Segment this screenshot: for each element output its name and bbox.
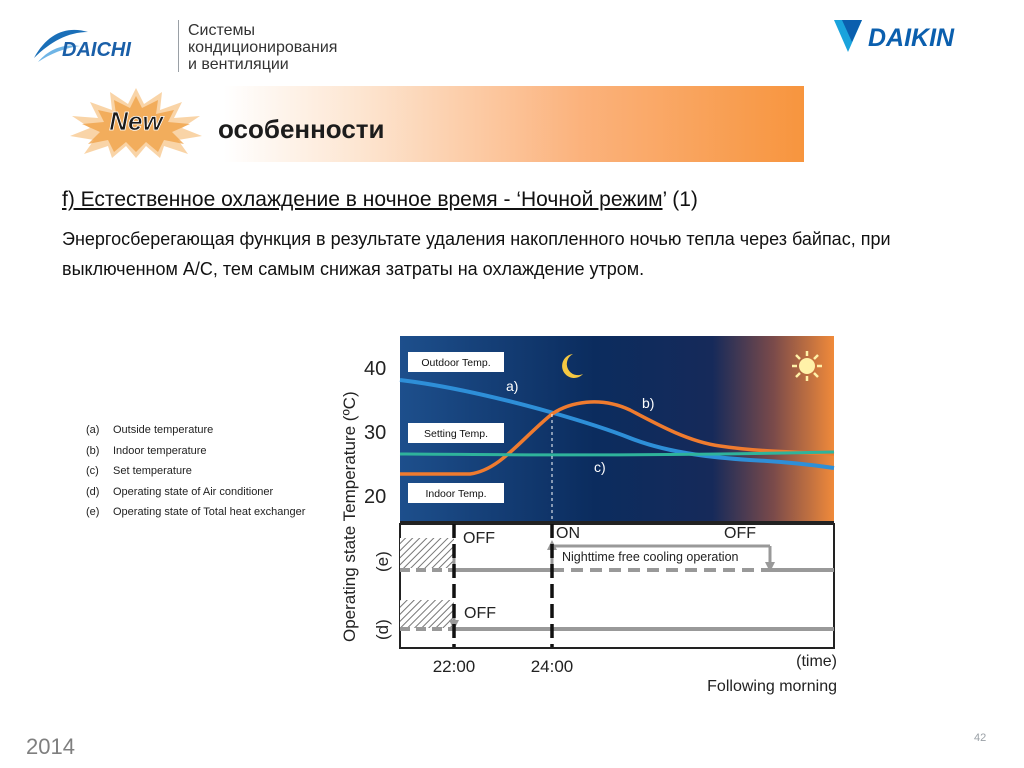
page-number: 42 <box>974 732 987 744</box>
x-axis-note: Following morning <box>707 678 837 695</box>
legend-item-c <box>86 461 305 482</box>
heat-exchanger-off-label-2: OFF <box>724 525 756 542</box>
daichi-tagline <box>188 22 337 73</box>
curve-label-a: a) <box>506 378 519 394</box>
x-axis-unit: (time) <box>796 653 837 670</box>
section-heading <box>62 188 698 212</box>
y-tick-40: 40 <box>364 358 387 380</box>
heat-exchanger-on-label: ON <box>556 525 580 542</box>
daichi-logo <box>28 18 178 76</box>
legend-text: Operating state of Total heat exchanger <box>113 506 306 519</box>
heat-exchanger-off-label: OFF <box>463 530 495 547</box>
legend-key: (e) <box>86 506 100 519</box>
daikin-brand: DAIKIN <box>868 24 955 52</box>
row-label-d: (d) <box>373 619 392 640</box>
legend-text: Operating state of Air conditioner <box>113 485 274 498</box>
daichi-brand: DAICHI <box>62 39 131 61</box>
sun-icon <box>792 351 822 381</box>
heading-part-2: Ночной режим <box>521 188 663 211</box>
outdoor-temp-label: Outdoor Temp. <box>421 357 491 369</box>
legend-item-a <box>86 420 305 441</box>
indoor-temp-box <box>408 483 504 503</box>
header-separator <box>178 20 179 72</box>
heading-part-3: ’ (1) <box>662 188 698 211</box>
curve-label-b: b) <box>642 395 655 411</box>
new-badge <box>66 86 206 158</box>
footer-year: 2014 <box>26 734 75 759</box>
outdoor-temp-box <box>408 352 504 372</box>
y-axis-label: Operating state Temperature (ºC) <box>340 391 359 642</box>
night-mode-diagram <box>330 330 850 700</box>
setting-temp-label: Setting Temp. <box>423 428 489 440</box>
curve-label-c: c) <box>594 459 606 475</box>
legend-text: Outside temperature <box>113 424 214 436</box>
legend-text: Set temperature <box>113 465 192 478</box>
legend-item-b <box>86 441 305 462</box>
tagline-line-2: кондиционирования <box>188 39 338 56</box>
tagline-line-3: и вентиляции <box>188 56 289 73</box>
x-tick-2200: 22:00 <box>432 657 476 676</box>
legend-item-d <box>86 482 305 503</box>
legend-key: (b) <box>86 444 100 457</box>
air-conditioner-off-label: OFF <box>464 605 496 622</box>
heat-exchanger-on-block <box>400 538 454 568</box>
tagline-line-1: Системы <box>188 22 256 39</box>
legend-item-e <box>86 502 305 523</box>
legend-key: (c) <box>86 465 99 478</box>
legend-text: Indoor temperature <box>113 444 207 457</box>
setting-temp-box <box>408 423 504 443</box>
heading-part-1: f) Естественное охлаждение в ночное время - ‘ <box>62 188 521 211</box>
banner-title: особенности <box>218 114 385 144</box>
daikin-logo <box>832 18 1002 54</box>
description-text: Энергосберегающая функция в результате удаления накопленного ночью тепла через байпас, при выключенном А/С, тем самым снижая затраты на охлаждение утром. <box>62 229 891 279</box>
air-conditioner-on-block <box>400 600 454 628</box>
free-cooling-label: Nighttime free cooling operation <box>562 550 739 564</box>
legend-key: (d) <box>86 485 100 498</box>
indoor-temp-label: Indoor Temp. <box>425 488 487 500</box>
row-label-e: (e) <box>373 551 392 572</box>
y-tick-20: 20 <box>364 486 387 508</box>
diagram-legend <box>86 420 305 523</box>
x-tick-2400: 24:00 <box>530 657 574 676</box>
y-tick-30: 30 <box>364 422 387 444</box>
legend-key: (a) <box>86 424 100 436</box>
new-badge-text: New <box>109 106 163 136</box>
